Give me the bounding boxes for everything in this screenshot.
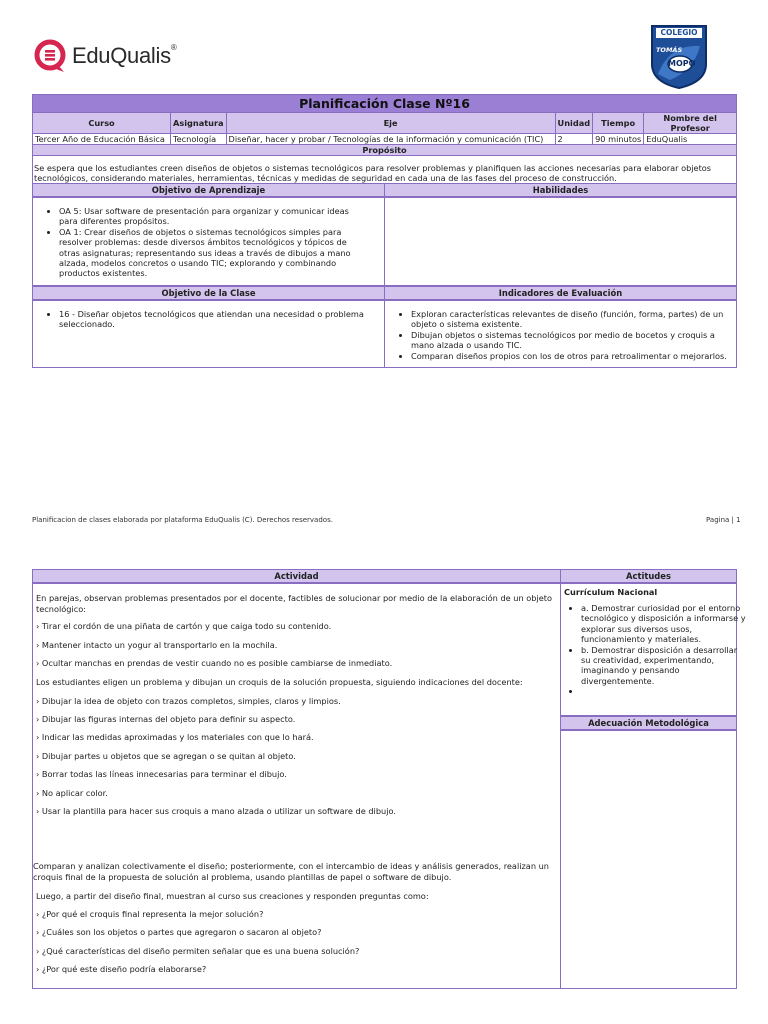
list-item <box>581 686 747 696</box>
actividad-paragraph: › Ocultar manchas en prendas de vestir cuando no es posible cambiarse de inmediato. <box>36 658 393 668</box>
value-asignatura: Tecnología <box>171 134 227 145</box>
curriculum-label: Currículum Nacional <box>564 587 658 597</box>
habilidades-box <box>384 197 737 286</box>
list-item: • OA 5: Usar software de presentación para organizar y comunicar ideas para diferentes propósitos. <box>59 206 370 227</box>
actividad-paragraph: Los estudiantes eligen un problema y dibujan un croquis de la solución propuesta, siguiendo indicaciones del docente: <box>36 677 523 687</box>
list-item: • Comparan diseños propios con los de otros para retroalimentar o mejorarlos. <box>411 351 730 361</box>
adecuacion-box <box>560 730 737 989</box>
list-item: • Dibujan objetos o sistemas tecnológicos por medio de bocetos y croquis a mano alzada o usando TIC. <box>411 330 730 351</box>
actividad-paragraph: › ¿Cuáles son los objetos o partes que agregaron o sacaron al objeto? <box>36 927 322 937</box>
actividad-paragraph: En parejas, observan problemas presentados por el docente, factibles de solucionar por medio de la elaboración de un objeto tecnológico: <box>36 593 553 614</box>
actitudes-box <box>560 583 746 716</box>
col-profesor: Nombre del Profesor <box>644 113 737 134</box>
actividad-paragraph: Comparan y analizan colectivamente el diseño; posteriormente, con el intercambio de ideas y análisis generados, realizan un croquis final de la propuesta de solución al problema, usando plantillas de papel o software de dibujo. <box>33 861 549 882</box>
actividad-paragraph: › Usar la plantilla para hacer sus croquis a mano alzada o utilizar un software de dibujo. <box>36 806 396 816</box>
actividad-paragraph: › Indicar las medidas aproximadas y los materiales con que lo hará. <box>36 732 314 742</box>
objetivo-clase-box <box>32 300 385 368</box>
purpose-label: Propósito <box>33 145 737 156</box>
list-item: • a. Demostrar curiosidad por el entorno tecnológico y disposición a informarse y explorar sus diversos usos, funcionamiento y materiales. <box>581 603 747 645</box>
actividad-paragraph: › Dibujar las figuras internas del objeto para definir su aspecto. <box>36 714 296 724</box>
objetivo-clase-label: Objetivo de la Clase <box>32 286 385 300</box>
objetivo-aprendizaje-label: Objetivo de Aprendizaje <box>32 183 385 197</box>
actividad-paragraph: › ¿Qué características del diseño permiten señalar que es una buena solución? <box>36 946 360 956</box>
objetivo-aprendizaje-list <box>33 206 384 279</box>
school-badge: COLEGIO TOMÁS MOPO <box>650 24 708 94</box>
value-curso: Tercer Año de Educación Básica <box>33 134 171 145</box>
actividad-paragraph: › Dibujar la idea de objeto con trazos completos, simples, claros y limpios. <box>36 696 341 706</box>
brand-name: EduQualis® <box>72 43 177 68</box>
value-profesor: EduQualis <box>644 134 737 145</box>
footer-copyright: Planificacion de clases elaborada por plataforma EduQualis (C). Derechos reservados. <box>32 516 333 524</box>
value-unidad: 2 <box>555 134 593 145</box>
col-eje: Eje <box>226 113 555 134</box>
value-eje: Diseñar, hacer y probar / Tecnologías de la información y comunicación (TIC) <box>226 134 555 145</box>
footer-page: Pagina | 1 <box>706 516 741 524</box>
plan-title: Planificación Clase Nº16 <box>33 95 737 113</box>
eduqualis-logo <box>34 38 176 74</box>
actividad-paragraph: › Dibujar partes u objetos que se agregan o se quitan al objeto. <box>36 751 296 761</box>
actividad-paragraph: › ¿Por qué este diseño podría elaborarse? <box>36 964 207 974</box>
col-tiempo: Tiempo <box>593 113 644 134</box>
col-curso: Curso <box>33 113 171 134</box>
actividad-paragraph: › Mantener intacto un yogur al transportarlo en la mochila. <box>36 640 278 650</box>
eduqualis-mark-icon <box>34 38 66 74</box>
actividad-paragraph: › Borrar todas las líneas innecesarias para terminar el dibujo. <box>36 769 287 779</box>
actividad-paragraph: › ¿Por qué el croquis final representa la mejor solución? <box>36 909 264 919</box>
indicadores-box <box>384 300 737 368</box>
purpose-text: Se espera que los estudiantes creen diseños de objetos o sistemas tecnológicos para resolver problemas y planifiquen las acciones necesarias para elaborar objetos tecnológicos, considerando materiales, herramientas, técnicas y medidas de seguridad en cada una de las fases del proceso de construcción. <box>33 156 737 193</box>
actividad-paragraph: › No aplicar color. <box>36 788 108 798</box>
plan-table <box>32 94 737 193</box>
value-tiempo: 90 minutos <box>593 134 644 145</box>
objetivo-aprendizaje-box <box>32 197 385 286</box>
adecuacion-label: Adecuación Metodológica <box>560 716 737 730</box>
habilidades-label: Habilidades <box>384 183 737 197</box>
col-asignatura: Asignatura <box>171 113 227 134</box>
list-item: • 16 - Diseñar objetos tecnológicos que atiendan una necesidad o problema seleccionado. <box>59 309 370 330</box>
list-item: • OA 1: Crear diseños de objetos o sistemas tecnológicos simples para resolver problemas: desde diversos ámbitos tecnológicos y tópicos de otras asignaturas; representando sus ideas a través de dibujos a mano alzada, modelos concretos o usando TIC; explorando y combinando productos existentes. <box>59 227 370 279</box>
list-item: • Exploran características relevantes de diseño (función, forma, partes) de un objeto o sistema existente. <box>411 309 730 330</box>
actividad-paragraph: › Tirar el cordón de una piñata de cartón y que caiga todo su contenido. <box>36 621 332 631</box>
actividad-paragraph: Luego, a partir del diseño final, muestran al curso sus creaciones y responden preguntas como: <box>36 891 429 901</box>
actitudes-label: Actitudes <box>560 569 737 583</box>
list-item: • b. Demostrar disposición a desarrollar su creatividad, experimentando, imaginando y pensando divergentemente. <box>581 645 747 687</box>
actividad-box <box>32 583 561 989</box>
col-unidad: Unidad <box>555 113 593 134</box>
indicadores-label: Indicadores de Evaluación <box>384 286 737 300</box>
actividad-label: Actividad <box>32 569 561 583</box>
